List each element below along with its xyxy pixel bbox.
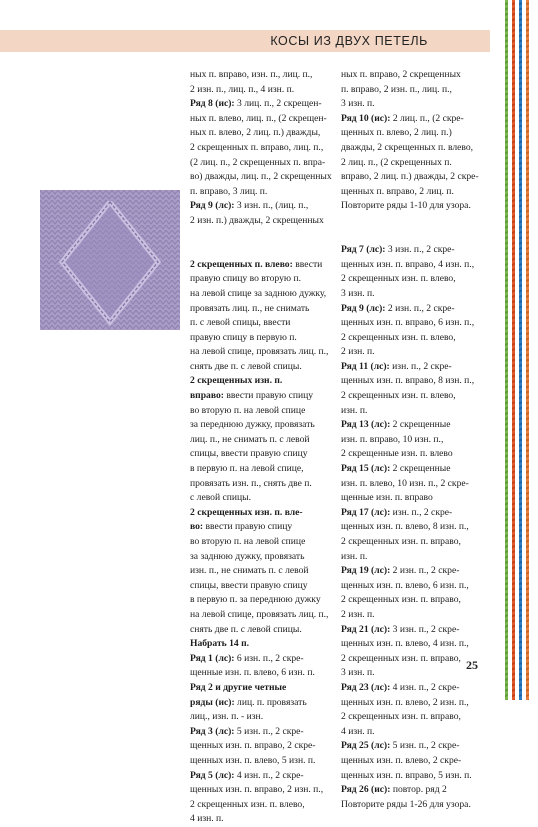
- bold-heading: Ряд 17 (лс):: [341, 506, 391, 518]
- bold-heading: Ряд 23 (лс):: [341, 681, 391, 693]
- line-text: щенных п. вправо, 2 лиц. п.: [341, 185, 454, 197]
- line-text: щенных изн. п. вправо, 2 изн. п.,: [190, 784, 324, 796]
- line-text: лиц., изн. п. - изн.: [190, 711, 264, 723]
- line-text: 3 изн. п., 2 скре-: [390, 623, 460, 635]
- line-text: 2 изн. п.) дважды, 2 скрещенных: [190, 214, 324, 226]
- text-line: [190, 447, 332, 462]
- text-line: [190, 214, 332, 229]
- line-text: 3 лиц. п., 2 скрещен-: [234, 98, 322, 110]
- text-line: [190, 491, 332, 506]
- line-text: щенных изн. п. вправо, 2 скре-: [190, 740, 316, 752]
- line-text: Повторите ряды 1-26 для узора.: [341, 798, 471, 810]
- line-text: изн. п.: [341, 404, 368, 416]
- line-text: щенных изн. п. вправо, 5 изн. п.: [341, 769, 472, 781]
- text-line: [190, 141, 332, 156]
- line-text: спицы, ввести правую спицу: [190, 579, 308, 591]
- text-line: [341, 185, 491, 200]
- bold-heading: Ряд 13 (лс):: [341, 419, 391, 431]
- text-line: [190, 302, 332, 317]
- line-text: щенных изн. п. вправо, 4 изн. п.,: [341, 258, 475, 270]
- line-text: 6 изн. п., 2 скре-: [234, 652, 304, 664]
- text-line: [190, 433, 332, 448]
- text-line: [190, 272, 332, 287]
- line-text: 2 изн. п., 2 скре-: [385, 302, 455, 314]
- line-text: ввести: [292, 258, 323, 270]
- text-column-right: [341, 68, 491, 812]
- text-line: [341, 593, 491, 608]
- text-line: [190, 345, 332, 360]
- text-line: [190, 681, 332, 696]
- text-line: [190, 316, 332, 331]
- bold-heading: Ряд 19 (лс):: [341, 565, 391, 577]
- line-text: в первую п. за переднюю дужку: [190, 594, 321, 606]
- bold-heading: 2 скрещенных изн. п. вле-: [190, 506, 303, 518]
- line-text: изн. п., 2 скре-: [389, 360, 452, 372]
- text-line: [190, 229, 332, 244]
- line-text: щенных изн. п. влево, 4 изн. п.,: [341, 638, 469, 650]
- line-text: 2 изн. п.: [341, 608, 375, 620]
- bold-heading: ряды (ис):: [190, 696, 235, 708]
- line-text: 4 изн. п., 2 скре-: [390, 681, 460, 693]
- line-text: 3 изн. п., 2 скре-: [385, 244, 455, 256]
- text-line: [190, 258, 332, 273]
- line-text: 3 изн. п.: [341, 287, 375, 299]
- line-text: ных п. вправо, 2 скрещенных: [341, 69, 461, 80]
- text-line: [190, 126, 332, 141]
- line-text: лиц. п., не снимать п. с левой: [190, 433, 310, 445]
- line-text: во вторую п. на левой спице: [190, 404, 306, 416]
- line-text: щенных изн. п. влево, 6 изн. п.,: [341, 579, 469, 591]
- text-line: [341, 491, 491, 506]
- text-line: [341, 360, 491, 375]
- line-text: щенных изн. п. влево, 2 скре-: [341, 754, 462, 766]
- text-line: [341, 725, 491, 740]
- text-line: [190, 404, 332, 419]
- text-line: [341, 520, 491, 535]
- line-text: изн. п. вправо, 10 изн. п.,: [341, 433, 444, 445]
- text-line: [190, 812, 332, 827]
- text-line: [190, 564, 332, 579]
- rope-blue: [519, 0, 522, 700]
- text-line: [190, 520, 332, 535]
- line-text: ных п. вправо, изн. п., лиц. п.,: [190, 69, 313, 80]
- text-column-left: [190, 68, 332, 827]
- text-line: [190, 199, 332, 214]
- page-number: 25: [466, 658, 478, 672]
- line-text: во) дважды, лиц. п., 2 скрещенных: [190, 171, 332, 183]
- text-line: [341, 739, 491, 754]
- bold-heading: 2 скрещенных изн. п.: [190, 375, 283, 387]
- line-text: щенных изн. п. влево, 8 изн. п.,: [341, 521, 469, 533]
- text-line: [341, 258, 491, 273]
- text-line: [190, 477, 332, 492]
- text-line: [341, 83, 491, 98]
- text-line: [341, 433, 491, 448]
- line-text: правую спицу в первую п.: [190, 331, 297, 343]
- line-text: 2 изн. п., лиц. п., 4 изн. п.: [190, 83, 295, 95]
- bold-heading: Ряд 9 (лс):: [341, 302, 386, 314]
- line-text: 3 изн. п.: [341, 667, 375, 679]
- text-line: [341, 506, 491, 521]
- line-text: щенных изн. п. влево, 2 изн. п.,: [341, 696, 469, 708]
- line-text: правую спицу во вторую п.: [190, 273, 301, 285]
- header-band: [0, 30, 490, 52]
- text-line: [341, 112, 491, 127]
- line-text: лиц. п. провязать: [234, 696, 307, 708]
- text-line: [190, 389, 332, 404]
- bold-heading: Ряд 25 (лс):: [341, 740, 391, 752]
- line-text: щенные изн. п. влево, 6 изн. п.: [190, 667, 315, 679]
- text-line: [190, 783, 332, 798]
- line-text: изн. п. влево, 10 изн. п., 2 скре-: [341, 477, 469, 489]
- text-line: [190, 696, 332, 711]
- line-text: во вторую п. на левой спице: [190, 536, 306, 547]
- text-line: [190, 112, 332, 127]
- rope-red: [512, 0, 515, 700]
- text-line: [190, 418, 332, 433]
- text-line: [190, 637, 332, 652]
- bold-heading: Ряд 7 (лс):: [341, 244, 386, 256]
- text-line: [190, 769, 332, 784]
- line-text: ввести правую спицу: [203, 521, 293, 533]
- text-line: [341, 229, 491, 244]
- knitted-swatch-image: [40, 190, 180, 330]
- text-line: [190, 550, 332, 565]
- line-text: 2 изн. п.: [341, 346, 375, 358]
- text-line: [341, 579, 491, 594]
- bold-heading: Набрать 14 п.: [190, 638, 250, 650]
- line-text: провязать лиц. п., не снимать: [190, 302, 310, 314]
- line-text: за заднюю дужку, провязать: [190, 550, 305, 562]
- text-line: [190, 185, 332, 200]
- bold-heading: во:: [190, 521, 204, 533]
- line-text: 2 лиц. п., (2 скре-: [390, 112, 464, 124]
- line-text: п. вправо, 3 лиц. п.: [190, 185, 268, 197]
- bold-heading: Ряд 11 (лс):: [341, 360, 390, 372]
- line-text: 2 скрещенных п. вправо, лиц. п.,: [190, 141, 324, 153]
- text-line: [190, 535, 332, 550]
- line-text: щенных п. влево, 2 лиц. п.): [341, 127, 452, 139]
- line-text: щенные изн. п. вправо: [341, 492, 433, 504]
- text-line: [190, 331, 332, 346]
- line-text: ных п. влево, лиц. п., (2 скрещен-: [190, 112, 327, 124]
- text-line: [341, 783, 491, 798]
- text-line: [190, 666, 332, 681]
- line-text: 2 изн. п., 2 скре-: [390, 565, 460, 577]
- bold-heading: Ряд 5 (лс):: [190, 769, 235, 781]
- text-line: [190, 652, 332, 667]
- text-line: [341, 550, 491, 565]
- text-line: [341, 754, 491, 769]
- bold-heading: Ряд 9 (лс):: [190, 200, 235, 212]
- line-text: повтор. ряд 2: [390, 784, 447, 796]
- line-text: 2 скрещенных изн. п. влево,: [190, 798, 305, 810]
- text-line: [341, 141, 491, 156]
- line-text: в первую п. на левой спице,: [190, 463, 304, 475]
- line-text: провязать изн. п., снять две п.: [190, 477, 312, 489]
- text-line: [341, 287, 491, 302]
- text-line: [190, 798, 332, 813]
- rope-green: [505, 0, 508, 700]
- bold-heading: Ряд 15 (лс):: [341, 463, 391, 475]
- line-text: 2 скрещенных изн. п. вправо,: [341, 536, 461, 547]
- text-line: [341, 272, 491, 287]
- text-line: [341, 564, 491, 579]
- line-text: за переднюю дужку, провязать: [190, 419, 315, 431]
- text-line: [341, 243, 491, 258]
- line-text: 2 скрещенные: [390, 419, 451, 431]
- line-text: на левой спице, провязать лиц. п.,: [190, 608, 329, 620]
- line-text: 4 изн. п.: [341, 725, 375, 737]
- bold-heading: Ряд 10 (ис):: [341, 112, 391, 124]
- line-text: (2 лиц. п., 2 скрещенных п. впра-: [190, 156, 326, 168]
- line-text: Повторите ряды 1-10 для узора.: [341, 200, 471, 212]
- line-text: 2 скрещенных изн. п. влево,: [341, 390, 456, 402]
- text-line: [341, 156, 491, 171]
- text-line: [341, 535, 491, 550]
- text-line: [341, 316, 491, 331]
- line-text: п. с левой спицы, ввести: [190, 317, 291, 329]
- text-line: [190, 725, 332, 740]
- line-text: щенных изн. п. вправо, 6 изн. п.,: [341, 317, 475, 329]
- bold-heading: Ряд 3 (лс):: [190, 725, 235, 737]
- text-line: [341, 389, 491, 404]
- line-text: изн. п.: [341, 550, 368, 562]
- text-line: [341, 199, 491, 214]
- line-text: снять две п. с левой спицы.: [190, 623, 302, 635]
- text-line: [341, 710, 491, 725]
- line-text: на левой спице за заднюю дужку,: [190, 287, 327, 299]
- text-line: [341, 637, 491, 652]
- line-text: с левой спицы.: [190, 492, 252, 504]
- line-text: 2 скрещенных изн. п. влево,: [341, 331, 456, 343]
- text-line: [190, 623, 332, 638]
- text-line: [341, 374, 491, 389]
- bold-heading: Ряд 26 (ис):: [341, 784, 391, 796]
- text-line: [341, 608, 491, 623]
- line-text: щенных изн. п. влево, 5 изн. п.: [190, 754, 316, 766]
- line-text: 4 изн. п.: [190, 813, 224, 825]
- text-line: [190, 170, 332, 185]
- text-line: [341, 798, 491, 813]
- text-line: [190, 462, 332, 477]
- line-text: 2 лиц. п., (2 скрещенных п.: [341, 156, 452, 168]
- line-text: ных п. влево, 2 лиц. п.) дважды,: [190, 127, 321, 139]
- text-line: [190, 593, 332, 608]
- line-text: 2 скрещенных изн. п. вправо,: [341, 711, 461, 723]
- text-line: [341, 404, 491, 419]
- text-line: [341, 331, 491, 346]
- bold-heading: вправо:: [190, 390, 224, 402]
- line-text: 2 скрещенные: [390, 463, 451, 475]
- text-line: [190, 374, 332, 389]
- chapter-title: КОСЫ ИЗ ДВУХ ПЕТЕЛЬ: [270, 34, 428, 48]
- line-text: изн. п., не снимать п. с левой: [190, 565, 309, 577]
- text-line: [341, 302, 491, 317]
- line-text: 5 изн. п., 2 скре-: [234, 725, 304, 737]
- line-text: 4 изн. п., 2 скре-: [234, 769, 304, 781]
- bold-heading: 2 скрещенных п. влево:: [190, 258, 293, 270]
- text-line: [190, 287, 332, 302]
- text-line: [341, 462, 491, 477]
- bold-heading: Ряд 8 (ис):: [190, 98, 235, 110]
- line-text: 3 изн. п., (лиц. п.,: [234, 200, 309, 212]
- text-line: [341, 418, 491, 433]
- text-line: [341, 696, 491, 711]
- bold-heading: Ряд 21 (лс):: [341, 623, 391, 635]
- line-text: 3 изн. п.: [341, 98, 375, 110]
- line-text: ввести правую спицу: [223, 390, 314, 402]
- text-line: [190, 579, 332, 594]
- text-line: [341, 681, 491, 696]
- line-text: дважды, 2 скрещенных п. влево,: [341, 141, 474, 153]
- text-line: [341, 214, 491, 229]
- text-line: [190, 739, 332, 754]
- line-text: на левой спице, провязать лиц. п.,: [190, 346, 329, 358]
- line-text: 5 изн. п., 2 скре-: [390, 740, 460, 752]
- rope-orange: [526, 0, 529, 700]
- line-text: 2 скрещенные изн. п. влево: [341, 448, 453, 460]
- text-line: [190, 243, 332, 258]
- line-text: спицы, ввести правую спицу: [190, 448, 308, 460]
- line-text: п. вправо, 2 изн. п., лиц. п.,: [341, 83, 452, 95]
- line-text: вправо, 2 лиц. п.) дважды, 2 скре-: [341, 171, 479, 183]
- text-line: [341, 170, 491, 185]
- line-text: снять две п. с левой спицы.: [190, 360, 302, 372]
- line-text: 2 скрещенных изн. п. вправо,: [341, 652, 461, 664]
- bold-heading: Ряд 1 (лс):: [190, 652, 235, 664]
- text-line: [341, 126, 491, 141]
- text-line: [190, 97, 332, 112]
- text-line: [341, 68, 491, 83]
- text-line: [190, 608, 332, 623]
- line-text: щенных изн. п. вправо, 8 изн. п.,: [341, 375, 475, 387]
- text-line: [190, 83, 332, 98]
- text-line: [190, 710, 332, 725]
- text-line: [190, 156, 332, 171]
- line-text: 2 скрещенных изн. п. вправо,: [341, 594, 461, 606]
- text-line: [341, 623, 491, 638]
- text-line: [341, 345, 491, 360]
- line-text: изн. п., 2 скре-: [390, 506, 453, 518]
- text-line: [190, 754, 332, 769]
- text-line: [341, 447, 491, 462]
- line-text: 2 скрещенных изн. п. влево,: [341, 273, 456, 285]
- text-line: [341, 97, 491, 112]
- bold-heading: Ряд 2 и другие четные: [190, 681, 287, 693]
- knit-diamond-illustration: [40, 190, 180, 330]
- text-line: [190, 68, 332, 83]
- text-line: [341, 769, 491, 784]
- text-line: [190, 360, 332, 375]
- text-line: [341, 477, 491, 492]
- text-line: [190, 506, 332, 521]
